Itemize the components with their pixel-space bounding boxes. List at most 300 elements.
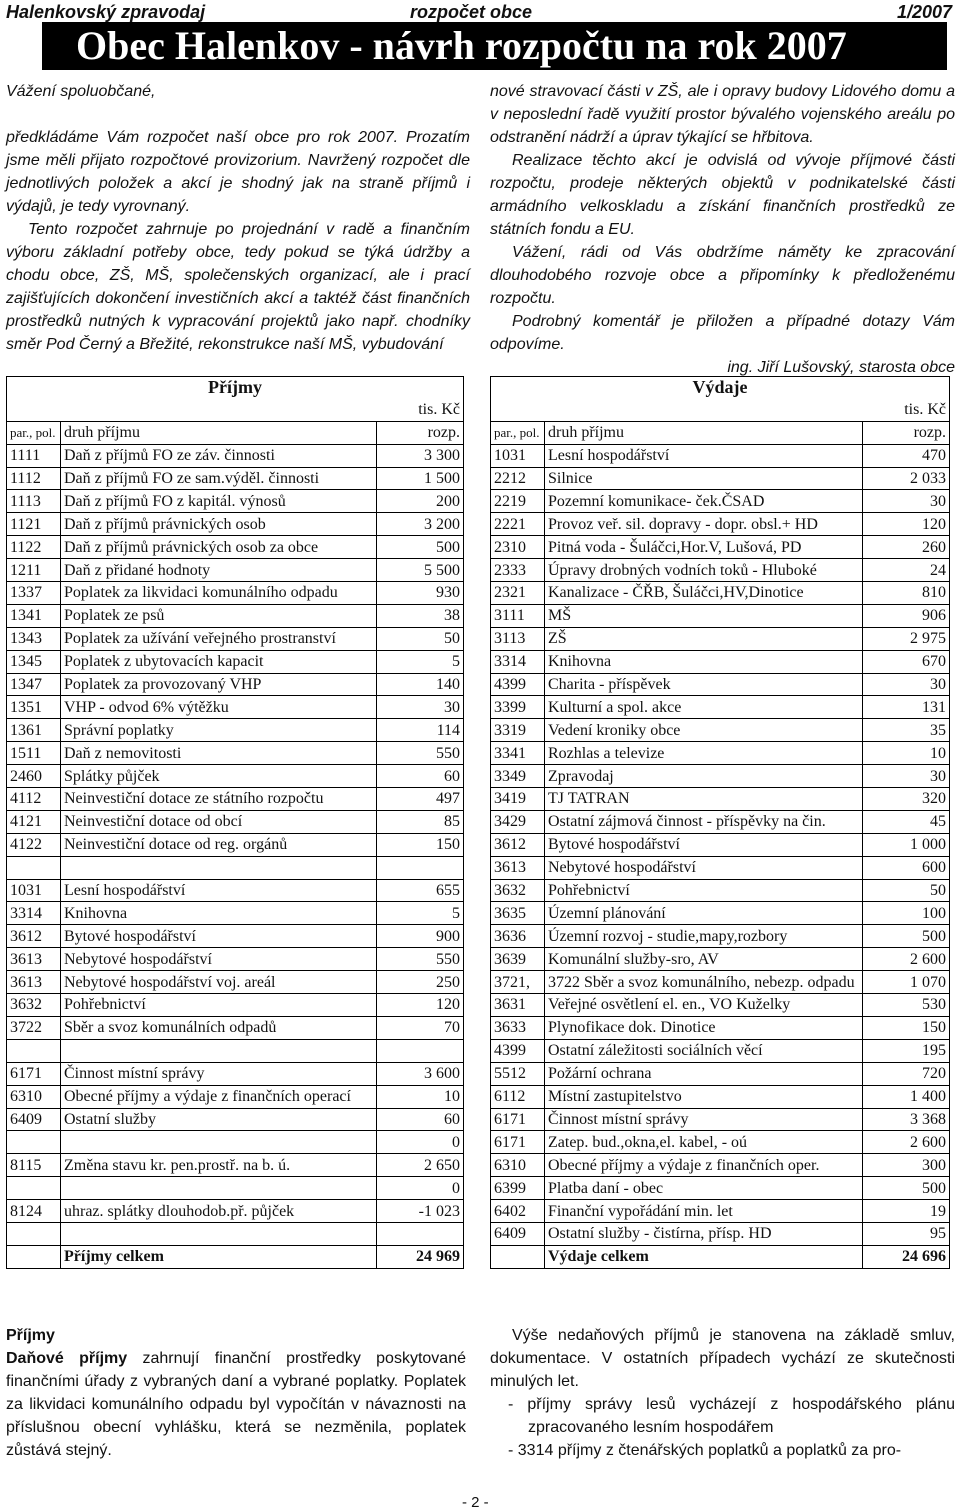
table-row — [491, 673, 950, 696]
cell-value: 550 — [377, 742, 464, 765]
cell-value: 500 — [863, 1177, 950, 1200]
cell-name: Provoz veř. sil. dopravy - dopr. obsl.+ HD — [545, 513, 863, 536]
cell-value: 550 — [377, 948, 464, 971]
table-row — [491, 948, 950, 971]
cell-code: 1511 — [7, 742, 61, 765]
cell-code: 4399 — [491, 673, 545, 696]
cell-value: 470 — [863, 444, 950, 467]
table-row — [491, 604, 950, 627]
cell-code: 6402 — [491, 1200, 545, 1223]
cell-name: Daň z příjmů právnických osob za obce — [61, 536, 377, 559]
table-row — [7, 719, 464, 742]
publication-name: Halenkovský zpravodaj — [6, 2, 206, 22]
cell-value: 10 — [863, 742, 950, 765]
cell-code: 3349 — [491, 765, 545, 788]
cell-name: Knihovna — [61, 902, 377, 925]
cell-code: 3314 — [491, 650, 545, 673]
cell-name: Kulturní a spol. akce — [545, 696, 863, 719]
income-title: Příjmy — [7, 377, 464, 399]
cell-code: 3399 — [491, 696, 545, 719]
signature: ing. Jiří Lušovský, starosta obce — [727, 359, 955, 376]
cell-name: Neinvestiční dotace od reg. orgánů — [61, 833, 377, 856]
table-row — [491, 627, 950, 650]
cell-name: Bytové hospodářství — [545, 833, 863, 856]
cell-value: 300 — [863, 1154, 950, 1177]
page-title: Obec Halenkov - návrh rozpočtu na rok 2007 — [42, 22, 947, 70]
cell-code: 4112 — [7, 788, 61, 811]
cell-name: Ostatní služby - čistírna, přísp. HD — [545, 1222, 863, 1245]
table-row — [491, 742, 950, 765]
total-value: 24 696 — [863, 1245, 950, 1268]
cell-name: Obecné příjmy a výdaje z finančních oper. — [545, 1154, 863, 1177]
expense-table — [490, 376, 950, 1269]
cell-code: 1351 — [7, 696, 61, 719]
cell-value: 600 — [863, 856, 950, 879]
cell-name: Zatep. bud.,okna,el. kabel, - oú — [545, 1131, 863, 1154]
income-unit: tis. Kč — [7, 399, 464, 421]
table-row — [491, 810, 950, 833]
cell-name: Daň z příjmů FO z kapitál. výnosů — [61, 490, 377, 513]
cell-code: 1211 — [7, 559, 61, 582]
cell-value: 19 — [863, 1200, 950, 1223]
table-row — [7, 1016, 464, 1039]
cell-code: 6310 — [491, 1154, 545, 1177]
cell-code: 3612 — [7, 925, 61, 948]
cell-code: 6171 — [7, 1062, 61, 1085]
table-row — [7, 994, 464, 1017]
cell-name: Daň z příjmů FO ze sam.výděl. činnosti — [61, 467, 377, 490]
table-row — [7, 742, 464, 765]
cell-name: Daň z přidané hodnoty — [61, 559, 377, 582]
cell-value: 5 — [377, 902, 464, 925]
cell-value: 530 — [863, 994, 950, 1017]
cell-name — [61, 1131, 377, 1154]
cell-name: Charita - příspěvek — [545, 673, 863, 696]
page-number: - 2 - — [462, 1494, 489, 1511]
issue-number: 1/2007 — [896, 2, 952, 22]
cell-name: uhraz. splátky dlouhodob.př. půjček — [61, 1200, 377, 1223]
cell-name: 3722 Sběr a svoz komunálního, nebezp. odpadu — [545, 971, 863, 994]
income-table — [6, 376, 464, 1269]
cell-value: 120 — [377, 994, 464, 1017]
comment-term: Daňové příjmy — [6, 1350, 128, 1367]
cell-code: 1343 — [7, 627, 61, 650]
cell-name: Daň z příjmů FO ze záv. činnosti — [61, 444, 377, 467]
table-row — [7, 1154, 464, 1177]
cell-value: 10 — [377, 1085, 464, 1108]
expense-col-code: par., pol. — [491, 421, 545, 444]
cell-code: 1031 — [491, 444, 545, 467]
table-row — [491, 833, 950, 856]
cell-value: 0 — [377, 1177, 464, 1200]
table-row — [7, 856, 464, 879]
cell-name: Pitná voda - Šuláčci,Hor.V, Lušová, PD — [545, 536, 863, 559]
table-row — [491, 513, 950, 536]
cell-code: 6171 — [491, 1108, 545, 1131]
cell-value: 30 — [863, 765, 950, 788]
table-row — [7, 765, 464, 788]
income-col-code: par., pol. — [7, 421, 61, 444]
table-row — [7, 1039, 464, 1062]
table-row — [7, 604, 464, 627]
cell-name: Veřejné osvětlení el. en., VO Kuželky — [545, 994, 863, 1017]
cell-value: 5 — [377, 650, 464, 673]
table-row — [491, 1062, 950, 1085]
comment-text: Výše nedaňových příjmů je stanovena na základě smluv, dokumentace. V ostatních případech vychází ze skutečnosti minulých let. — [490, 1327, 955, 1390]
total-row — [491, 1245, 950, 1268]
cell-name: Neinvestiční dotace ze státního rozpočtu — [61, 788, 377, 811]
cell-code: 3636 — [491, 925, 545, 948]
cell-code: 3613 — [7, 948, 61, 971]
cell-code: 3632 — [7, 994, 61, 1017]
table-row — [7, 1062, 464, 1085]
table-row — [7, 1200, 464, 1223]
cell-code: 1121 — [7, 513, 61, 536]
cell-name: Nebytové hospodářství voj. areál — [61, 971, 377, 994]
cell-code: 1345 — [7, 650, 61, 673]
table-row — [7, 833, 464, 856]
cell-name: Nebytové hospodářství — [545, 856, 863, 879]
total-row — [7, 1245, 464, 1268]
cell-value: 1 070 — [863, 971, 950, 994]
cell-code: 3419 — [491, 788, 545, 811]
cell-value: 120 — [863, 513, 950, 536]
cell-name: Zpravodaj — [545, 765, 863, 788]
total-label: Příjmy celkem — [61, 1245, 377, 1268]
section-name: rozpočet obce — [410, 2, 533, 22]
cell-value: 3 200 — [377, 513, 464, 536]
cell-code: 2321 — [491, 582, 545, 605]
cell-value: 24 — [863, 559, 950, 582]
table-row — [491, 650, 950, 673]
cell-value: 1 400 — [863, 1085, 950, 1108]
cell-name: Daň z nemovitosti — [61, 742, 377, 765]
table-row — [491, 444, 950, 467]
cell-value: 131 — [863, 696, 950, 719]
cell-code: 2219 — [491, 490, 545, 513]
cell-code: 3429 — [491, 810, 545, 833]
cell-value: 930 — [377, 582, 464, 605]
table-row — [491, 467, 950, 490]
cell-code: 3319 — [491, 719, 545, 742]
cell-value: 195 — [863, 1039, 950, 1062]
cell-name: Správní poplatky — [61, 719, 377, 742]
table-row — [491, 1085, 950, 1108]
cell-name — [61, 1039, 377, 1062]
cell-code: 3111 — [491, 604, 545, 627]
cell-value: 670 — [863, 650, 950, 673]
cell-name: Poplatek ze psů — [61, 604, 377, 627]
cell-code: 3631 — [491, 994, 545, 1017]
cell-code: 1031 — [7, 879, 61, 902]
table-row — [491, 490, 950, 513]
cell-value: 3 300 — [377, 444, 464, 467]
cell-code: 1111 — [7, 444, 61, 467]
cell-value: 1 000 — [863, 833, 950, 856]
table-row — [7, 1177, 464, 1200]
cell-name: Pohřebnictví — [61, 994, 377, 1017]
table-row — [7, 948, 464, 971]
cell-name: Ostatní záležitosti sociálních věcí — [545, 1039, 863, 1062]
cell-code: 6310 — [7, 1085, 61, 1108]
cell-value: -1 023 — [377, 1200, 464, 1223]
table-row — [491, 696, 950, 719]
cell-code: 3113 — [491, 627, 545, 650]
cell-name — [61, 1177, 377, 1200]
cell-value: 38 — [377, 604, 464, 627]
cell-name: Sběr a svoz komunálních odpadů — [61, 1016, 377, 1039]
cell-value: 260 — [863, 536, 950, 559]
cell-code: 4121 — [7, 810, 61, 833]
cell-code: 1347 — [7, 673, 61, 696]
comment-list-item: - 3314 příjmy z čtenářských poplatků a poplatků za pro- — [508, 1442, 902, 1459]
cell-name: Silnice — [545, 467, 863, 490]
cell-code: 1337 — [7, 582, 61, 605]
cell-name: Ostatní služby — [61, 1108, 377, 1131]
cell-code — [7, 1039, 61, 1062]
cell-code — [7, 856, 61, 879]
expense-title: Výdaje — [491, 377, 950, 399]
cell-code: 1122 — [7, 536, 61, 559]
cell-value: 3 368 — [863, 1108, 950, 1131]
cell-value: 45 — [863, 810, 950, 833]
intro-paragraph: Vážení, rádi od Vás obdržíme náměty ke zpracování dlouhodobého rozvoje obce a připomínky k předloženému rozpočtu. — [490, 244, 955, 307]
intro-right-column — [490, 80, 955, 379]
cell-code: 2333 — [491, 559, 545, 582]
cell-code: 2212 — [491, 467, 545, 490]
table-row — [491, 582, 950, 605]
cell-name: MŠ — [545, 604, 863, 627]
cell-code: 8115 — [7, 1154, 61, 1177]
table-row — [7, 788, 464, 811]
cell-value: 2 600 — [863, 948, 950, 971]
table-row — [7, 513, 464, 536]
cell-value: 30 — [863, 490, 950, 513]
cell-value: 810 — [863, 582, 950, 605]
cell-name: Vedení kroniky obce — [545, 719, 863, 742]
cell-name — [61, 856, 377, 879]
intro-paragraph: nové stravovací části v ZŠ, ale i opravy budovy Lidového domu a v neposlední řadě využití prostor bývalého vojenského areálu po odstranění nádrží a úprav týkající se hřbitova. — [490, 83, 955, 146]
table-row — [7, 650, 464, 673]
table-row — [7, 1085, 464, 1108]
intro-paragraph: Realizace těchto akcí je odvislá od vývoje příjmové části rozpočtu, prodeje některých objektů v podnikatelské části armádního velkoskladu a získání finančních prostředků ze státních fondu a EU. — [490, 152, 955, 238]
cell-code: 3721, — [491, 971, 545, 994]
income-comment — [6, 1324, 466, 1462]
table-row — [491, 1108, 950, 1131]
cell-code: 6409 — [7, 1108, 61, 1131]
cell-name: Bytové hospodářství — [61, 925, 377, 948]
table-row — [7, 467, 464, 490]
cell-value: 2 975 — [863, 627, 950, 650]
cell-code: 4122 — [7, 833, 61, 856]
cell-code: 3341 — [491, 742, 545, 765]
cell-value: 140 — [377, 673, 464, 696]
cell-value: 30 — [863, 673, 950, 696]
cell-code: 3633 — [491, 1016, 545, 1039]
cell-value: 35 — [863, 719, 950, 742]
cell-value: 85 — [377, 810, 464, 833]
table-row — [491, 719, 950, 742]
table-row — [491, 1016, 950, 1039]
cell-value: 100 — [863, 902, 950, 925]
cell-name: Územní rozvoj - studie,mapy,rozbory — [545, 925, 863, 948]
cell-code — [7, 1131, 61, 1154]
cell-name: Komunální služby-sro, AV — [545, 948, 863, 971]
cell-code: 2310 — [491, 536, 545, 559]
expense-col-name: druh příjmu — [545, 421, 863, 444]
cell-name: Rozhlas a televize — [545, 742, 863, 765]
cell-name: Úpravy drobných vodních toků - Hluboké — [545, 559, 863, 582]
expense-col-value: rozp. — [863, 421, 950, 444]
intro-paragraph: Podrobný komentář je přiložen a případné dotazy Vám odpovíme. — [490, 313, 955, 353]
table-row — [7, 879, 464, 902]
cell-code: 1341 — [7, 604, 61, 627]
table-row — [491, 1177, 950, 1200]
table-row — [7, 627, 464, 650]
table-row — [7, 673, 464, 696]
cell-code: 2221 — [491, 513, 545, 536]
cell-code: 6112 — [491, 1085, 545, 1108]
cell-name: Kanalizace - ČŘB, Šuláčci,HV,Dinotice — [545, 582, 863, 605]
cell-name: Obecné příjmy a výdaje z finančních operací — [61, 1085, 377, 1108]
cell-value: 906 — [863, 604, 950, 627]
cell-code — [7, 1177, 61, 1200]
cell-value: 500 — [377, 536, 464, 559]
cell-value: 50 — [863, 879, 950, 902]
cell-name: Knihovna — [545, 650, 863, 673]
comment-list-item: - příjmy správy lesů vycházejí z hospodářského plánu zpracovaného lesním hospodářem — [508, 1396, 955, 1436]
cell-code: 4399 — [491, 1039, 545, 1062]
cell-name: Činnost místní správy — [545, 1108, 863, 1131]
table-row — [7, 490, 464, 513]
cell-name: Ostatní zájmová činnost - příspěvky na čin. — [545, 810, 863, 833]
income-col-value: rozp. — [377, 421, 464, 444]
greeting: Vážení spoluobčané, — [6, 83, 156, 100]
cell-value: 150 — [863, 1016, 950, 1039]
cell-value: 3 600 — [377, 1062, 464, 1085]
total-value: 24 969 — [377, 1245, 464, 1268]
cell-name: Místní zastupitelstvo — [545, 1085, 863, 1108]
intro-paragraph: předkládáme Vám rozpočet naší obce pro rok 2007. Prozatím jsme měli přijato rozpočtové provizorium. Navržený rozpočet dle jednotlivých položek a akcí je shodný jak na straně příjmů i výdajů, je tedy vyrovnaný. — [6, 129, 470, 215]
cell-name: Nebytové hospodářství — [61, 948, 377, 971]
table-row — [7, 536, 464, 559]
cell-value: 30 — [377, 696, 464, 719]
cell-value: 1 500 — [377, 467, 464, 490]
table-row — [491, 994, 950, 1017]
cell-value: 720 — [863, 1062, 950, 1085]
cell-name: TJ TATRAN — [545, 788, 863, 811]
cell-value: 150 — [377, 833, 464, 856]
comment-text: zahrnují finanční prostředky poskytované finančními úřady z vybraných daní a vybrané poplatky. Poplatek za likvidaci komunálního odpadu byl vypočítán v návaznosti na příslušnou obecní vyhlášku, která se nezměnila, poplatek zůstává stejný. — [6, 1350, 466, 1459]
table-row — [7, 971, 464, 994]
table-row — [7, 902, 464, 925]
cell-value: 70 — [377, 1016, 464, 1039]
cell-value: 250 — [377, 971, 464, 994]
cell-name: Lesní hospodářství — [61, 879, 377, 902]
table-row — [491, 536, 950, 559]
cell-name: Poplatek za likvidaci komunálního odpadu — [61, 582, 377, 605]
expense-unit: tis. Kč — [491, 399, 950, 421]
cell-value: 95 — [863, 1222, 950, 1245]
cell-name: Územní plánování — [545, 902, 863, 925]
cell-name: Požární ochrana — [545, 1062, 863, 1085]
cell-code: 1361 — [7, 719, 61, 742]
table-row — [7, 1131, 464, 1154]
intro-paragraph: Tento rozpočet zahrnuje po projednání v radě a finančním výboru základní potřeby obce, tedy pokud se týká údržby a chodu obce, ZŠ, MŠ, společenských organizací, ale i prací zajišťujících dokončení investičních akcí a taktéž část finančních prostředků nutných k vypracování projektů jako např. chodníky směr Pod Černý a Břežité, rekonstrukce naší MŠ, vybudování — [6, 221, 470, 353]
cell-value: 500 — [863, 925, 950, 948]
cell-name: Neinvestiční dotace od obcí — [61, 810, 377, 833]
cell-value: 2 600 — [863, 1131, 950, 1154]
table-row — [491, 971, 950, 994]
total-label: Výdaje celkem — [545, 1245, 863, 1268]
nontax-comment — [490, 1324, 955, 1462]
table-row — [491, 856, 950, 879]
cell-code: 6399 — [491, 1177, 545, 1200]
table-row — [491, 1154, 950, 1177]
cell-value: 200 — [377, 490, 464, 513]
cell-value: 2 033 — [863, 467, 950, 490]
cell-name: Pozemní komunikace- ček.ČSAD — [545, 490, 863, 513]
cell-code: 5512 — [491, 1062, 545, 1085]
cell-value: 900 — [377, 925, 464, 948]
cell-name: Činnost místní správy — [61, 1062, 377, 1085]
cell-value — [377, 856, 464, 879]
table-row — [491, 879, 950, 902]
cell-name: Poplatek za provozovaný VHP — [61, 673, 377, 696]
income-col-name: druh příjmu — [61, 421, 377, 444]
cell-code: 3632 — [491, 879, 545, 902]
cell-name: Lesní hospodářství — [545, 444, 863, 467]
cell-name: Platba daní - obec — [545, 1177, 863, 1200]
cell-value: 497 — [377, 788, 464, 811]
cell-name: ZŠ — [545, 627, 863, 650]
cell-value: 60 — [377, 765, 464, 788]
table-row — [7, 582, 464, 605]
cell-code: 3314 — [7, 902, 61, 925]
table-row — [491, 925, 950, 948]
cell-name: Změna stavu kr. pen.prostř. na b. ú. — [61, 1154, 377, 1177]
comment-heading: Příjmy — [6, 1327, 55, 1344]
table-row — [7, 559, 464, 582]
table-row — [7, 1108, 464, 1131]
table-row — [491, 1222, 950, 1245]
cell-code: 6171 — [491, 1131, 545, 1154]
table-row — [7, 696, 464, 719]
cell-code: 1112 — [7, 467, 61, 490]
cell-code: 3635 — [491, 902, 545, 925]
cell-code: 3612 — [491, 833, 545, 856]
table-row — [491, 1131, 950, 1154]
cell-name: Pohřebnictví — [545, 879, 863, 902]
table-row — [491, 765, 950, 788]
cell-code: 3613 — [7, 971, 61, 994]
intro-left-column — [6, 80, 470, 356]
cell-name: Daň z příjmů právnických osob — [61, 513, 377, 536]
cell-value: 0 — [377, 1131, 464, 1154]
table-row — [491, 902, 950, 925]
cell-code: 2460 — [7, 765, 61, 788]
cell-value: 114 — [377, 719, 464, 742]
cell-value: 2 650 — [377, 1154, 464, 1177]
cell-value: 60 — [377, 1108, 464, 1131]
table-row — [491, 1200, 950, 1223]
cell-name: Finanční vypořádání min. let — [545, 1200, 863, 1223]
cell-code: 1113 — [7, 490, 61, 513]
cell-value: 320 — [863, 788, 950, 811]
cell-value — [377, 1039, 464, 1062]
cell-name: Plynofikace dok. Dinotice — [545, 1016, 863, 1039]
cell-name: Poplatek za užívání veřejného prostranství — [61, 627, 377, 650]
